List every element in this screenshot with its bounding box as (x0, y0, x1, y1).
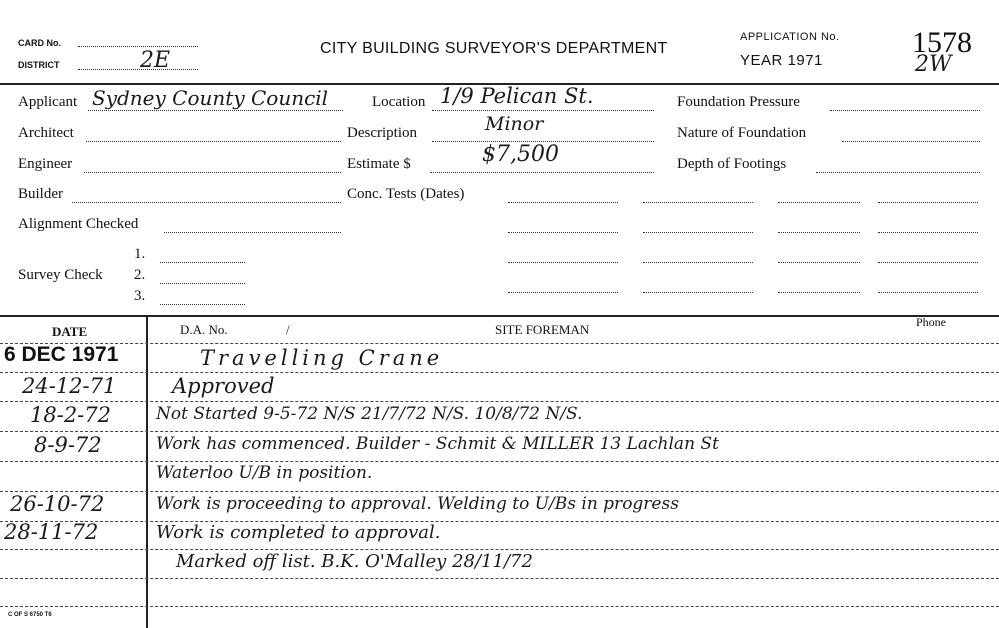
conc-tests-line-10 (643, 262, 753, 263)
application-no-value: 1578 (912, 26, 972, 59)
conc-tests-line-1 (508, 202, 618, 203)
log-divider (0, 315, 999, 317)
log-row-line (0, 606, 999, 607)
conc-tests-line-4 (878, 202, 978, 203)
survey-item-1: 1. (134, 246, 146, 262)
district-value: 2E (140, 48, 171, 73)
card-no-line (78, 46, 198, 47)
survey-line-2 (160, 283, 245, 284)
log-text-4: Work has commenced. Builder - Schmit & MILLER 13 Lachlan St (156, 434, 719, 454)
location-value: 1/9 Pelican St. (440, 84, 594, 108)
log-text-3: Not Started 9-5-72 N/S 21/7/72 N/S. 10/8/72 N/S. (156, 404, 583, 424)
log-text-1: Travelling Crane (200, 346, 444, 370)
conc-tests-line-14 (643, 292, 753, 293)
log-text-2: Approved (172, 374, 275, 398)
application-suffix: 2W (915, 52, 952, 77)
log-row-line (0, 401, 999, 402)
da-slash: / (286, 322, 290, 337)
location-label: Location (372, 94, 426, 110)
nature-foundation-label: Nature of Foundation (677, 125, 807, 141)
conc-tests-line-2 (643, 202, 753, 203)
card-no-label: CARD No. (18, 38, 61, 48)
conc-tests-line-12 (878, 262, 978, 263)
conc-tests-line-8 (878, 232, 978, 233)
applicant-line (88, 110, 343, 111)
log-date-6: 26-10-72 (10, 492, 105, 516)
conc-tests-line-15 (778, 292, 860, 293)
log-date-2: 24-12-71 (22, 374, 117, 398)
district-line (78, 69, 198, 70)
engineer-label: Engineer (18, 156, 73, 172)
log-text-6: Work is proceeding to approval. Welding to U/Bs in progress (156, 494, 679, 514)
site-foreman-header: SITE FOREMAN (495, 322, 590, 337)
architect-label: Architect (18, 125, 74, 141)
application-no-label: APPLICATION No. (740, 31, 840, 43)
log-header-line (0, 343, 999, 344)
log-row-line (0, 372, 999, 373)
conc-tests-line-9 (508, 262, 618, 263)
survey-check-label: Survey Check (18, 267, 103, 283)
conc-tests-line-16 (878, 292, 978, 293)
log-row-line (0, 549, 999, 550)
architect-line (86, 141, 341, 142)
nature-foundation-line (842, 141, 980, 142)
log-date-1: 6 DEC 1971 (4, 343, 119, 366)
log-row-line (0, 521, 999, 522)
depth-footings-line (816, 172, 980, 173)
district-label: DISTRICT (18, 60, 60, 70)
alignment-label: Alignment Checked (18, 216, 139, 232)
depth-footings-label: Depth of Footings (677, 156, 787, 172)
estimate-value: $7,500 (482, 142, 559, 167)
year-label: YEAR 1971 (740, 52, 823, 69)
conc-tests-line-5 (508, 232, 618, 233)
date-header: DATE (52, 324, 88, 339)
foundation-pressure-line (830, 110, 980, 111)
description-value: Minor (485, 113, 544, 135)
survey-item-3: 3. (134, 288, 146, 304)
log-row-line (0, 578, 999, 579)
engineer-line (84, 172, 341, 173)
form-code: C OF S 6750 T6 (8, 612, 52, 618)
conc-tests-line-3 (778, 202, 860, 203)
log-text-5: Waterloo U/B in position. (156, 463, 373, 483)
conc-tests-line-7 (778, 232, 860, 233)
location-line (432, 110, 654, 111)
log-date-4: 8-9-72 (34, 433, 102, 457)
log-row-line (0, 431, 999, 432)
log-date-3: 18-2-72 (30, 403, 111, 427)
log-row-line (0, 461, 999, 462)
applicant-value: Sydney County Council (92, 86, 329, 110)
survey-line-1 (160, 262, 245, 263)
survey-item-2: 2. (134, 267, 146, 283)
log-text-8: Marked off list. B.K. O'Malley 28/11/72 (176, 551, 533, 572)
description-label: Description (347, 125, 417, 141)
conc-tests-label: Conc. Tests (Dates) (347, 186, 465, 202)
applicant-label: Applicant (18, 94, 78, 110)
conc-tests-line-13 (508, 292, 618, 293)
log-date-7: 28-11-72 (4, 520, 99, 544)
alignment-line (164, 232, 341, 233)
foundation-pressure-label: Foundation Pressure (677, 94, 800, 110)
department-title: CITY BUILDING SURVEYOR'S DEPARTMENT (320, 40, 668, 57)
estimate-line (430, 172, 654, 173)
survey-line-3 (160, 304, 245, 305)
conc-tests-line-11 (778, 262, 860, 263)
builder-label: Builder (18, 186, 63, 202)
phone-header: Phone (916, 315, 946, 329)
da-no-header: D.A. No. (180, 322, 228, 337)
date-column-divider (146, 316, 148, 628)
log-row-line (0, 491, 999, 492)
conc-tests-line-6 (643, 232, 753, 233)
estimate-label: Estimate $ (347, 156, 411, 172)
builder-line (72, 202, 341, 203)
log-text-7: Work is completed to approval. (156, 522, 441, 543)
